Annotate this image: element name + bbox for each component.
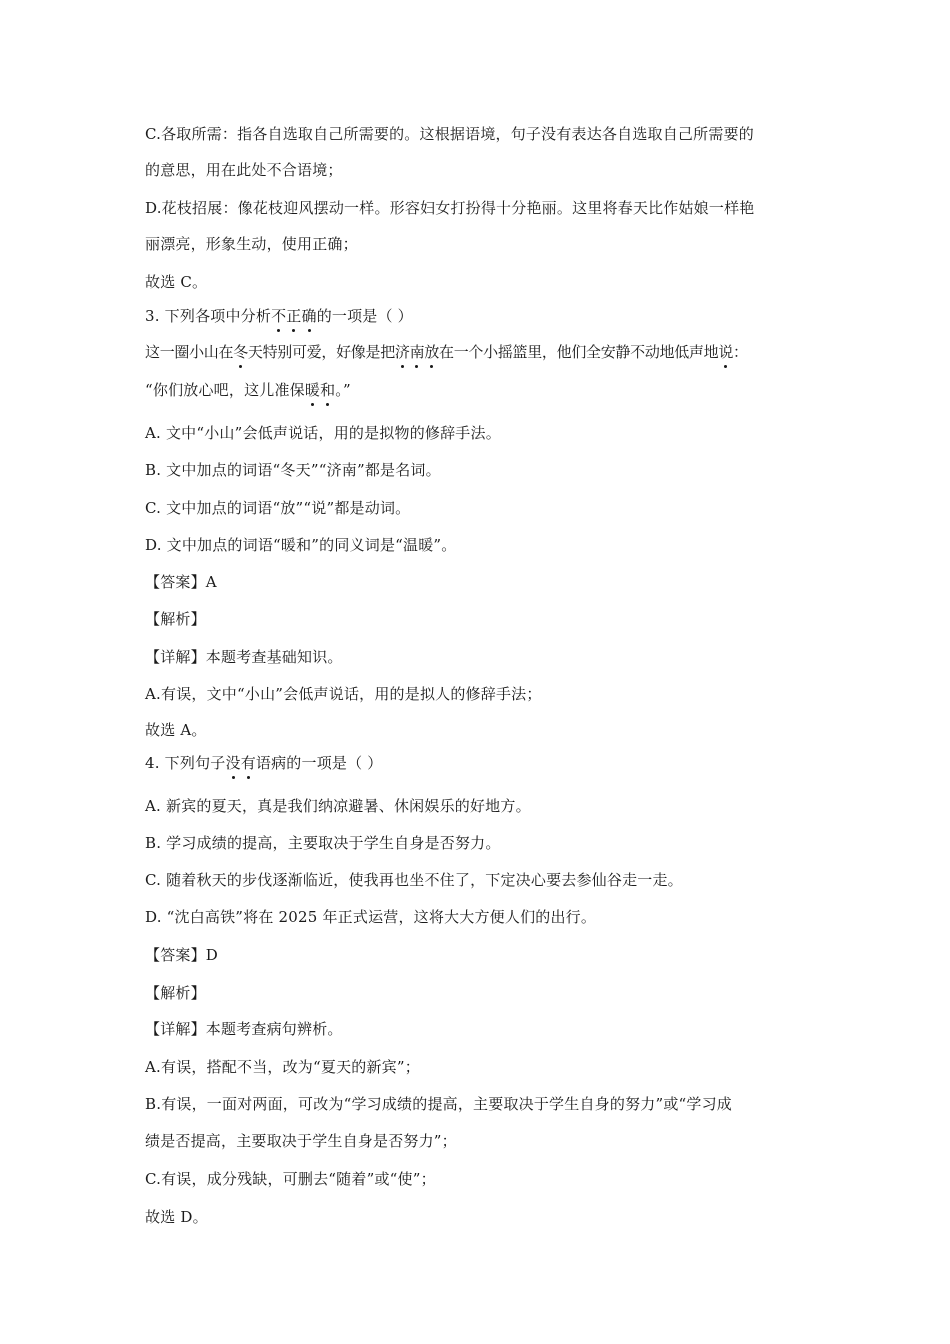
dotted-char: 确 [301, 307, 317, 325]
dotted-char: 暖 [304, 381, 321, 399]
question-3-stem [145, 306, 413, 326]
question-4-option-a: A. 新宾的夏天，真是我们纳凉避暑、休闲娱乐的好地方。 [145, 797, 531, 815]
question-4-detail: 【详解】本题考查病句辨析。 [145, 1020, 343, 1038]
question-4-explanation-b: B.有误，一面对两面，可改为“学习成绩的提高，主要取决于学生自身的努力”或“学习成 [145, 1095, 733, 1113]
question-3-option-d: D. 文中加点的词语“暖和”的同义词是“温暖”。 [145, 536, 457, 554]
passage-part: 这一圈小山在 [145, 343, 234, 361]
question-4-stem [145, 753, 382, 773]
dotted-char: 南 [409, 343, 425, 361]
passage-part: 。” [335, 381, 351, 399]
question-4-answer: 【答案】D [145, 946, 219, 964]
question-3-option-a: A. 文中“小山”会低声说话，用的是拟物的修辞手法。 [145, 424, 501, 442]
question-3-option-c: C. 文中加点的词语“放”“说”都是动词。 [145, 499, 411, 517]
q3-stem-part: 的一项是（ ） [316, 307, 413, 325]
question-4-explanation-a: A.有误，搭配不当，改为“夏天的新宾”； [145, 1058, 420, 1076]
question-3-explanation-a: A.有误，文中“小山”会低声说话，用的是拟人的修辞手法； [145, 685, 542, 703]
question-3-passage-line-2 [145, 380, 351, 400]
explanation-line-d: D.花枝招展：像花枝迎风摆动一样。形容妇女打扮得十分艳丽。这里将春天比作姑娘一样艳 [145, 199, 755, 217]
passage-part: “你们放心吧，这儿准保 [145, 381, 305, 399]
question-3-analysis-heading: 【解析】 [145, 610, 206, 628]
question-4-explanation-b-cont: 绩是否提高，主要取决于学生自身是否努力”； [145, 1132, 457, 1150]
q4-stem-part: 4. 下列句子 [145, 754, 226, 772]
question-3-choose: 故选 A。 [145, 721, 207, 739]
question-4-option-b: B. 学习成绩的提高，主要取决于学生自身是否努力。 [145, 834, 501, 852]
dotted-char: 说 [718, 343, 734, 361]
question-4-choose: 故选 D。 [145, 1208, 208, 1226]
question-3-answer: 【答案】A [145, 573, 217, 591]
dotted-char: 不 [271, 307, 287, 325]
explanation-line-c: C.各取所需：指各自选取自己所需要的。这根据语境，句子没有表达各自选取自己所需要的 [145, 125, 754, 143]
dotted-char: 和 [320, 381, 336, 399]
dotted-char: 冬 [233, 343, 248, 361]
passage-part: ： [733, 343, 748, 361]
question-4-explanation-c: C.有误，成分残缺，可删去“随着”或“使”； [145, 1170, 436, 1188]
question-4-option-c: C. 随着秋天的步伐逐渐临近，使我再也坐不住了，下定决心要去参仙谷走一走。 [145, 871, 683, 889]
q3-stem-part: 3. 下列各项中分析 [145, 307, 272, 325]
q4-stem-part: 语病的一项是（ ） [255, 754, 383, 772]
choose-line: 故选 C。 [145, 273, 208, 291]
dotted-char: 有 [240, 754, 256, 772]
question-3-detail: 【详解】本题考查基础知识。 [145, 648, 343, 666]
dotted-char: 没 [225, 754, 241, 772]
question-3-passage-line-1 [145, 342, 748, 362]
question-4-option-d: D. “沈白高铁”将在 2025 年正式运营，这将大大方便人们的出行。 [145, 908, 597, 926]
question-3-option-b: B. 文中加点的词语“冬天”“济南”都是名词。 [145, 461, 441, 479]
question-4-analysis-heading: 【解析】 [145, 984, 206, 1002]
passage-part: 在一个小摇篮里，他们全安静不动地低声地 [439, 343, 719, 361]
dotted-char: 济 [394, 343, 410, 361]
explanation-line-d-cont: 丽漂亮，形象生动，使用正确； [145, 235, 358, 253]
explanation-line-c-cont: 的意思，用在此处不合语境； [145, 161, 343, 179]
dotted-char: 放 [424, 343, 440, 361]
dotted-char: 正 [286, 307, 302, 325]
passage-part: 天特别可爱，好像是把 [247, 343, 395, 361]
